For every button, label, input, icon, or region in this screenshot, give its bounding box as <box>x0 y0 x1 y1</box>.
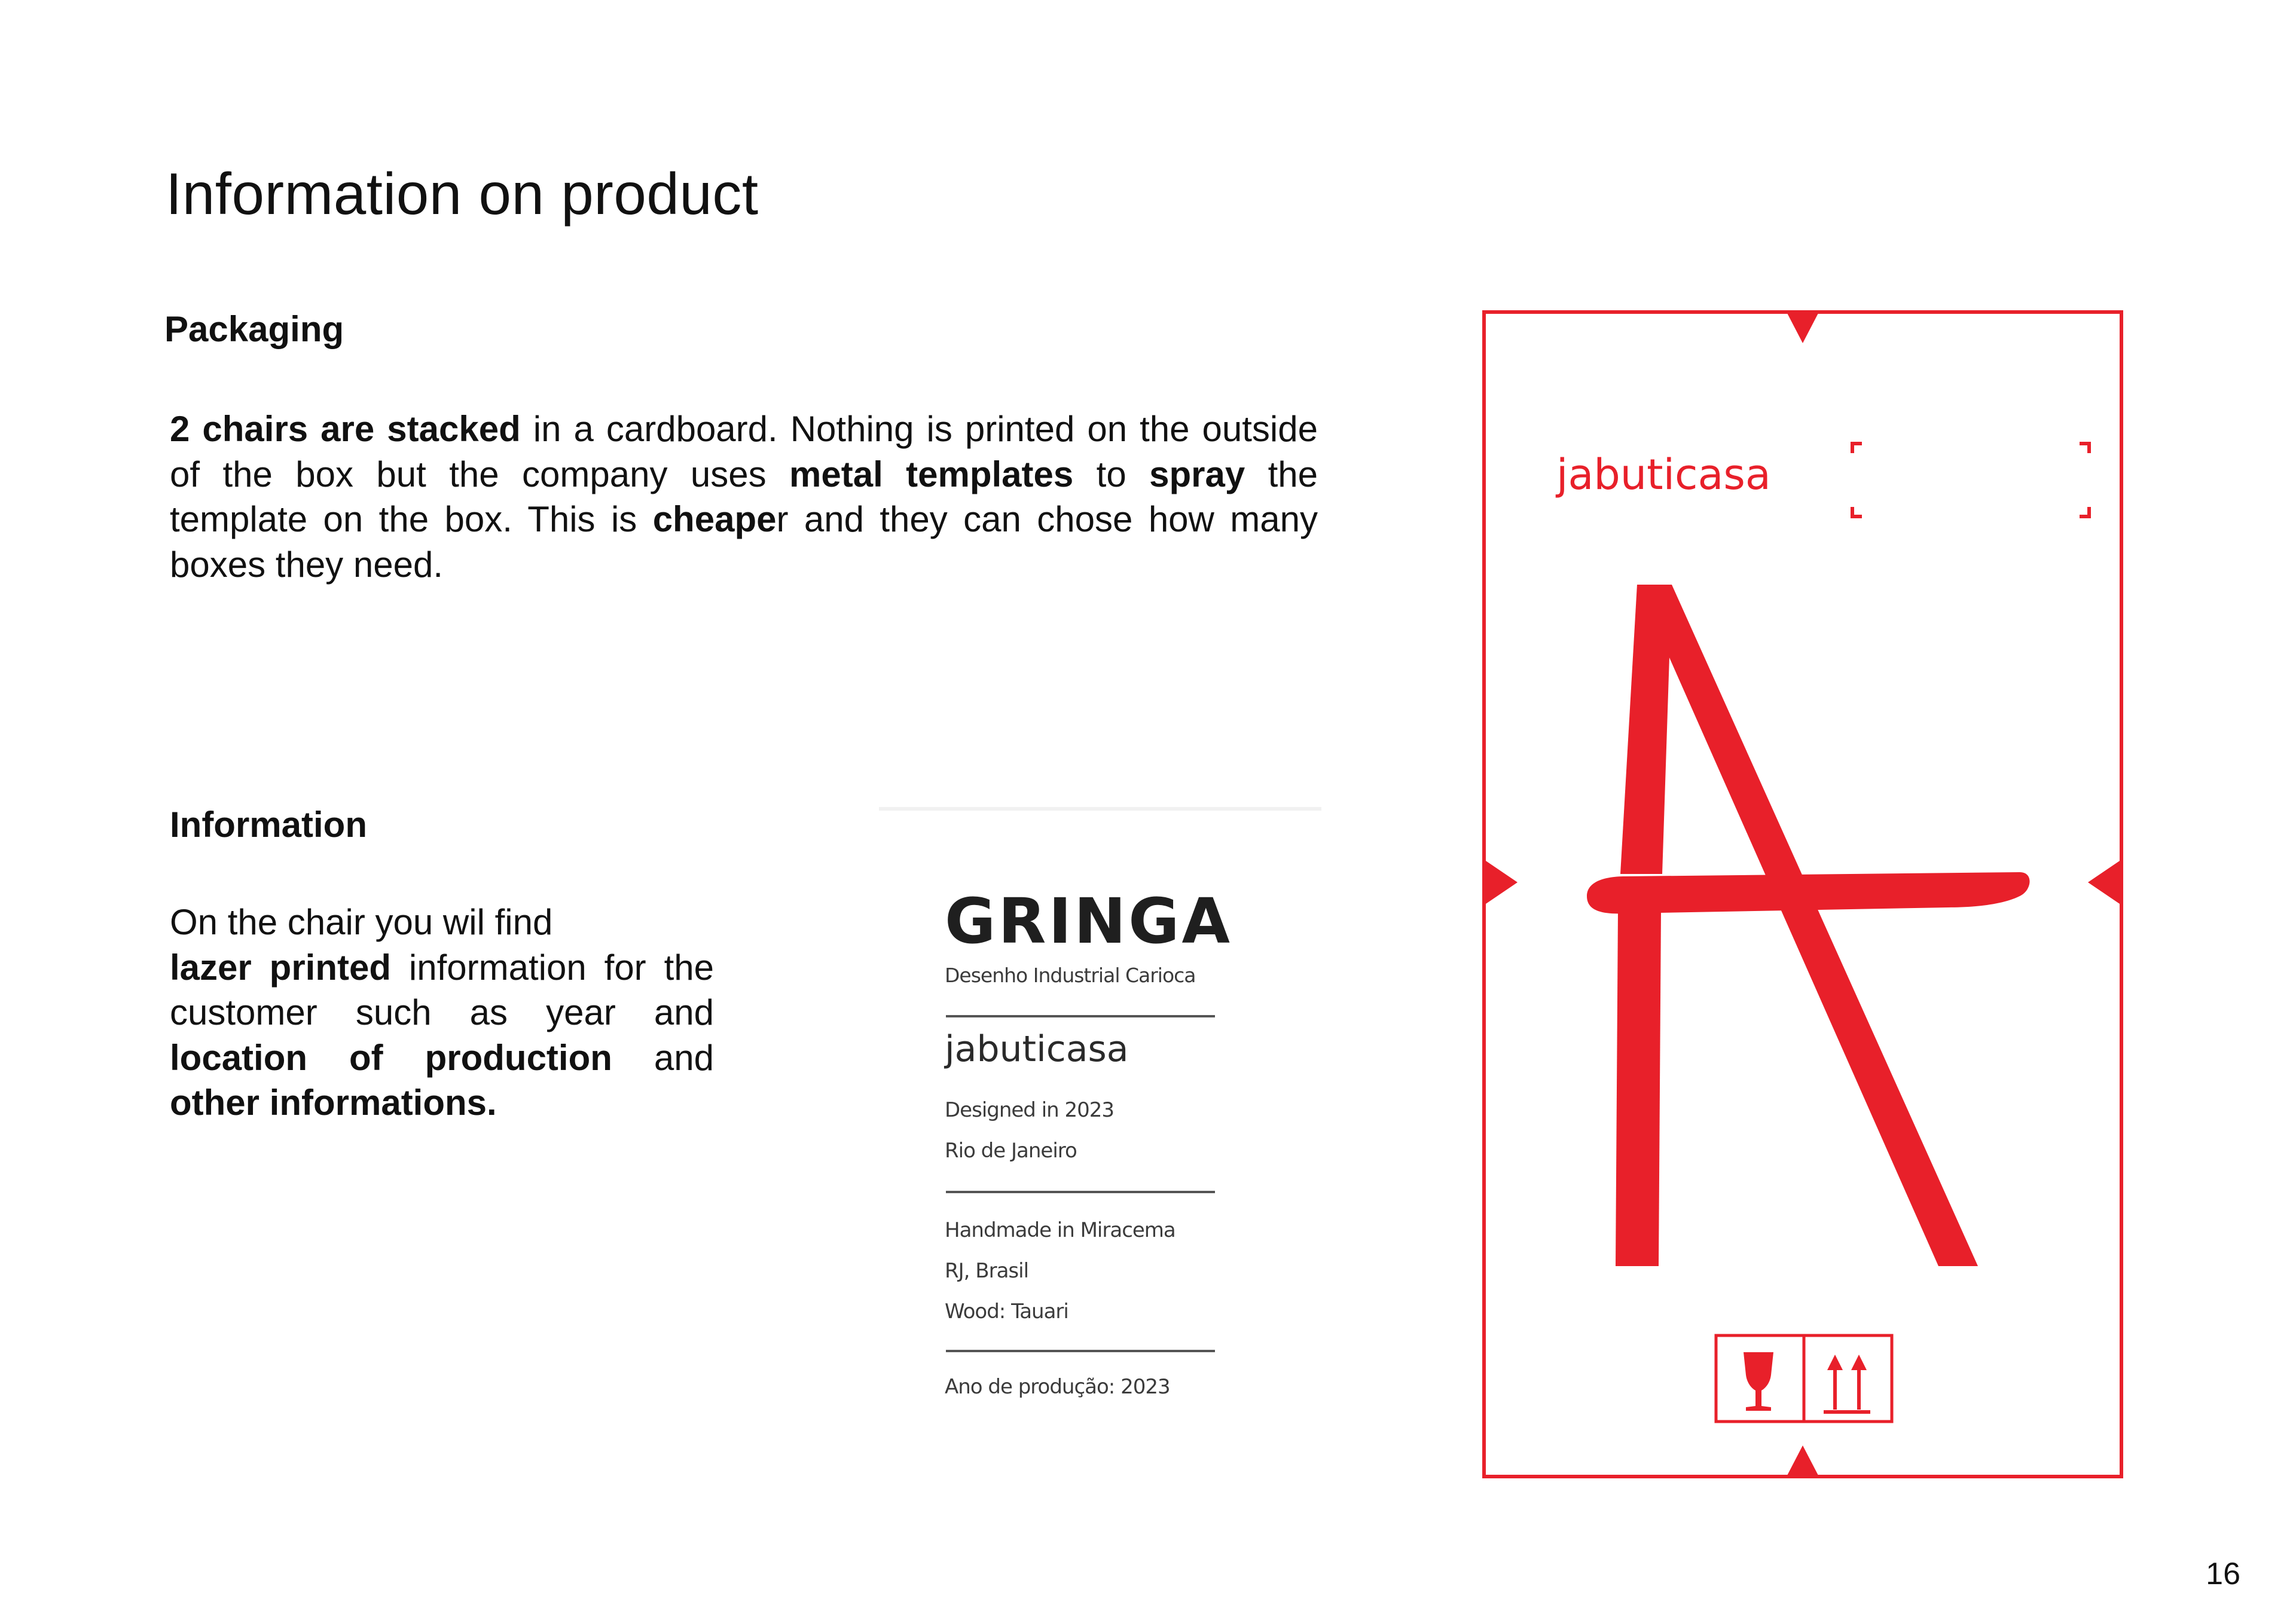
handling-icons-box <box>1716 1335 1892 1422</box>
information-text-bold-3: other informations. <box>170 1083 497 1123</box>
information-text-2: information for the customer such as year and <box>170 947 714 1032</box>
information-text-1: On the chair you wil find <box>170 902 553 942</box>
packaging-text-bold-4: cheape <box>652 499 777 539</box>
information-heading: Information <box>170 805 367 845</box>
information-paragraph <box>170 900 714 1126</box>
left-notch <box>1484 860 1518 905</box>
packaging-text-2: to <box>1073 454 1150 494</box>
packaging-text-4: r and they can chose how many boxes they need. <box>170 499 1318 585</box>
fragile-glass-icon <box>1744 1352 1773 1411</box>
label-designed: Designed in 2023 <box>945 1098 1115 1122</box>
top-notch <box>1787 312 1819 343</box>
product-label-card <box>879 807 1321 1435</box>
page-number: 16 <box>2206 1557 2240 1591</box>
packaging-text-bold-1: 2 chairs are stacked <box>170 409 521 449</box>
label-jabuticasa: jabuticasa <box>945 1028 1129 1070</box>
label-subtitle: Desenho Industrial Carioca <box>945 964 1196 987</box>
up-arrow-icon <box>1827 1355 1843 1370</box>
label-divider <box>946 1350 1215 1352</box>
bottom-notch <box>1787 1445 1819 1477</box>
box-brand-text: jabuticasa <box>1556 450 1771 499</box>
right-notch <box>2088 860 2121 905</box>
information-text-bold-2: location of production <box>170 1037 612 1078</box>
packaging-text-bold-3: spray <box>1149 454 1245 494</box>
box-template <box>1482 310 2124 1479</box>
label-brand: GRINGA <box>945 885 1233 958</box>
label-divider <box>946 1015 1215 1017</box>
label-card-edge <box>879 807 1321 811</box>
label-handmade: Handmade in Miracema <box>945 1218 1176 1242</box>
packaging-heading: Packaging <box>164 309 344 349</box>
information-text-3: and <box>612 1037 714 1078</box>
page-title: Information on product <box>166 161 759 227</box>
packaging-text-1: in a cardboard. Nothing is printed on the outside of the box but the company uses <box>170 409 1318 494</box>
label-state: RJ, Brasil <box>945 1259 1029 1283</box>
label-wood: Wood: Tauari <box>945 1300 1068 1324</box>
label-city: Rio de Janeiro <box>945 1139 1077 1163</box>
label-year: Ano de produção: 2023 <box>945 1375 1170 1399</box>
label-divider <box>946 1191 1215 1193</box>
crop-marks <box>1852 444 2089 516</box>
information-text-bold-1: lazer printed <box>170 947 391 988</box>
packaging-text-bold-2: metal templates <box>789 454 1074 494</box>
chair-a-logo <box>1587 585 2030 1266</box>
packaging-text-3: the template on the box. This is <box>170 454 1318 539</box>
this-way-up-icon <box>1824 1367 1870 1412</box>
packaging-paragraph <box>170 406 1318 587</box>
up-arrow-icon <box>1851 1355 1867 1370</box>
